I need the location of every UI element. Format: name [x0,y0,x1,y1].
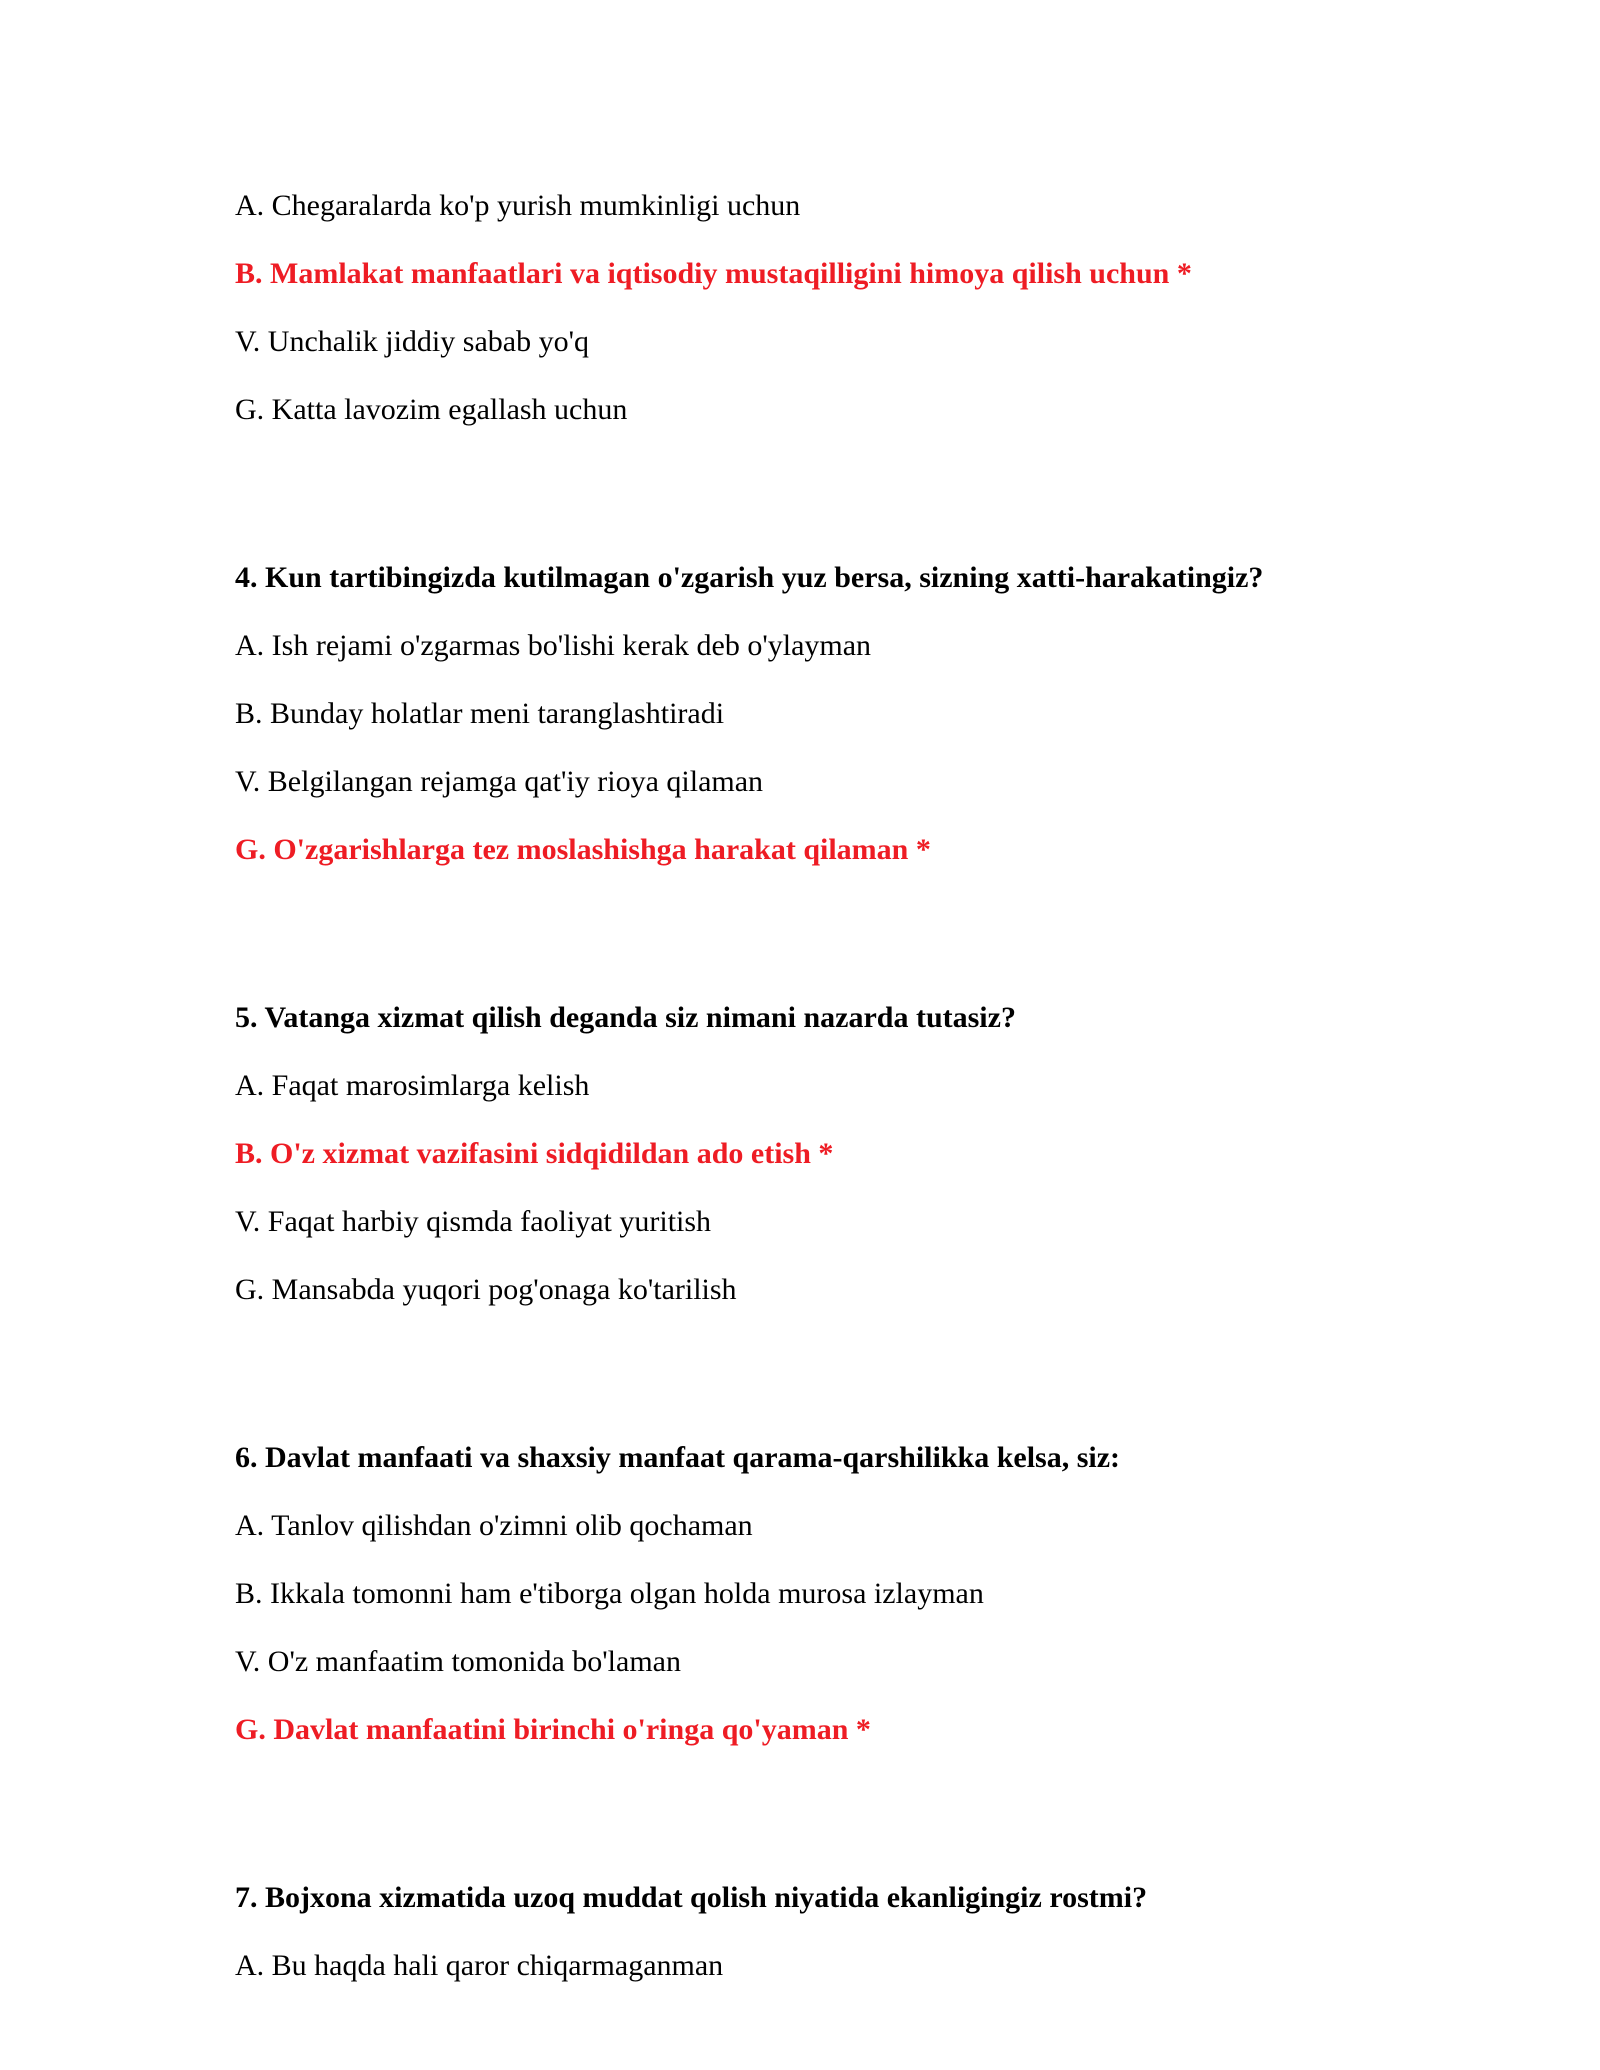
answer-option: V. O'z manfaatim tomonida bo'laman [235,1645,681,1678]
question-block [235,1440,1435,1748]
question-block [235,188,1435,428]
answer-option: A. Faqat marosimlarga kelish [235,1069,590,1102]
answer-option: V. Unchalik jiddiy sabab yo'q [235,325,589,358]
answer-option: V. Faqat harbiy qismda faoliyat yuritish [235,1205,712,1238]
answer-option: A. Chegaralarda ko'p yurish mumkinligi uchun [235,189,801,222]
question-block [235,1000,1435,1308]
answer-option: B. Ikkala tomonni ham e'tiborga olgan holda murosa izlayman [235,1577,984,1610]
question-block [235,560,1435,868]
question-text: 6. Davlat manfaati va shaxsiy manfaat qarama-qarshilikka kelsa, siz: [235,1441,1121,1474]
answer-option: G. Katta lavozim egallash uchun [235,393,628,426]
question-text: 5. Vatanga xizmat qilish deganda siz nimani nazarda tutasiz? [235,1001,1016,1034]
answer-option: A. Bu haqda hali qaror chiqarmaganman [235,1949,724,1982]
answer-option: B. Bunday holatlar meni taranglashtiradi [235,697,725,730]
block-spacer [235,900,1435,1000]
correct-answer-option: B. Mamlakat manfaatlari va iqtisodiy mustaqilligini himoya qilish uchun * [235,257,1192,290]
answer-option: V. Belgilangan rejamga qat'iy rioya qilaman [235,765,764,798]
answer-option: A. Ish rejami o'zgarmas bo'lishi kerak deb o'ylayman [235,629,872,662]
correct-answer-option: G. Davlat manfaatini birinchi o'ringa qo'yaman * [235,1713,871,1746]
question-text: 4. Kun tartibingizda kutilmagan o'zgarish yuz bersa, sizning xatti-harakatingiz? [235,561,1264,594]
question-text: 7. Bojxona xizmatida uzoq muddat qolish niyatida ekanligingiz rostmi? [235,1881,1148,1914]
block-spacer [235,460,1435,560]
block-spacer [235,1340,1435,1440]
correct-answer-option: B. O'z xizmat vazifasini sidqidildan ado etish * [235,1137,834,1170]
answer-option: G. Mansabda yuqori pog'onaga ko'tarilish [235,1273,737,1306]
document-page [235,188,1435,2016]
correct-answer-option: G. O'zgarishlarga tez moslashishga harakat qilaman * [235,833,931,866]
question-block [235,1880,1435,1984]
answer-option: A. Tanlov qilishdan o'zimni olib qochaman [235,1509,753,1542]
block-spacer [235,1780,1435,1880]
